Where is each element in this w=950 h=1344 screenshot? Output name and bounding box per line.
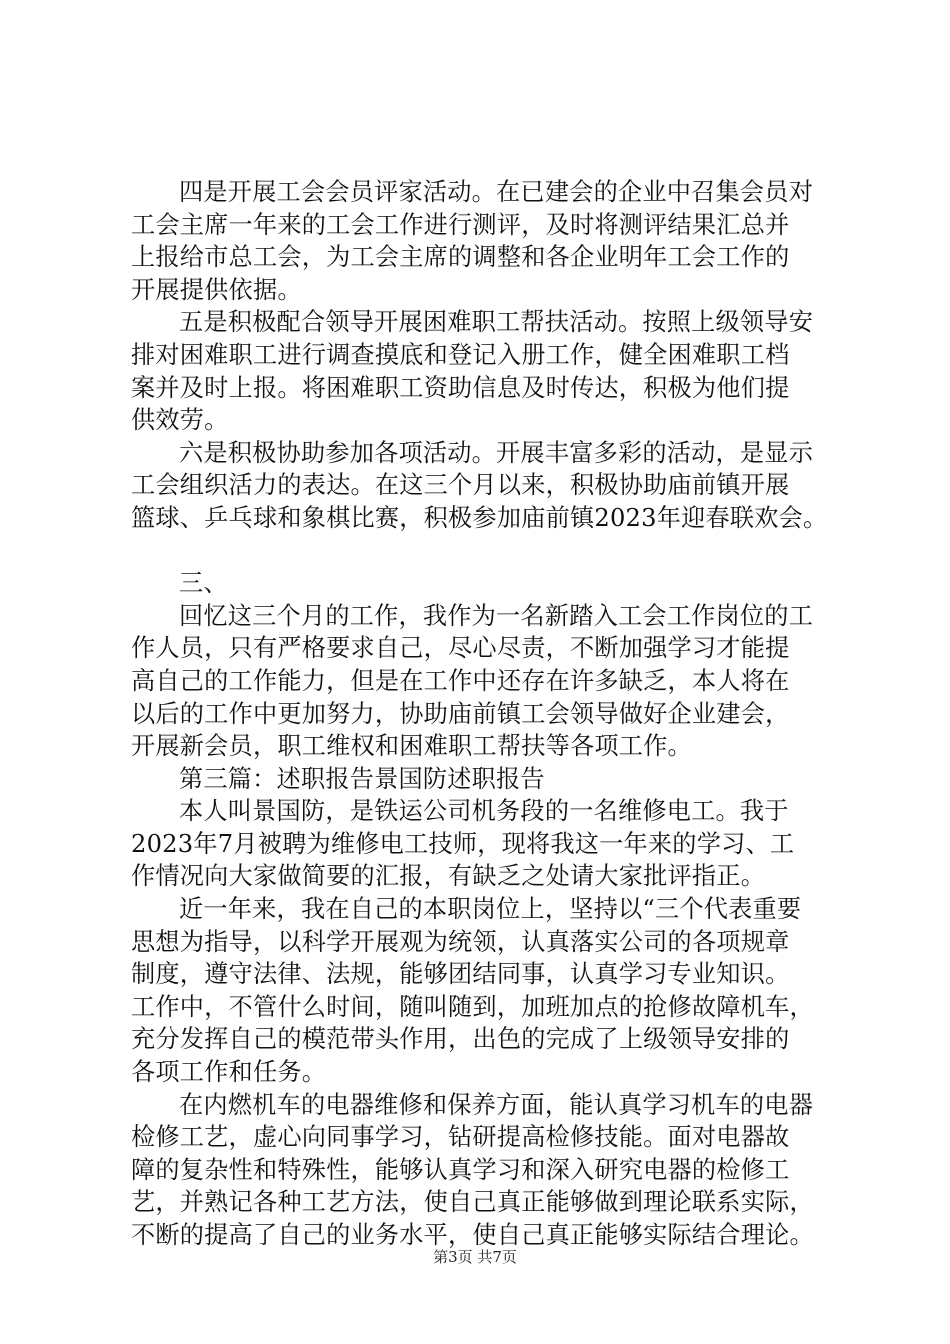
paragraph-line: 2023年7月被聘为维修电工技师，现将我这一年来的学习、工: [131, 829, 795, 858]
paragraph-line: 思想为指导，以科学开展观为统领，认真落实公司的各项规章: [131, 927, 790, 956]
page-footer: 第3页 共7页: [433, 1248, 517, 1266]
paragraph-line: 不断的提高了自己的业务水平，使自己真正能够实际结合理论。: [131, 1221, 814, 1249]
paragraph-line: 高自己的工作能力，但是在工作中还存在许多缺乏，本人将在: [131, 666, 790, 695]
paragraph-line: 上报给市总工会，为工会主席的调整和各企业明年工会工作的: [131, 243, 790, 272]
paragraph-line: 各项工作和任务。: [131, 1058, 327, 1087]
paragraph-line: 四是开展工会会员评家活动。在已建会的企业中召集会员对: [179, 178, 814, 206]
paragraph-line: 供效劳。: [131, 406, 229, 435]
paragraph-line: 制度，遵守法律、法规，能够团结同事，认真学习专业知识。: [131, 960, 790, 989]
paragraph-line: 近一年来，我在自己的本职岗位上，坚持以“三个代表重要: [179, 895, 802, 924]
blank-line: [131, 535, 835, 568]
paragraph-line: 回忆这三个月的工作，我作为一名新踏入工会工作岗位的工: [179, 601, 814, 630]
document-body: [131, 176, 835, 1252]
paragraph-line: 检修工艺，虚心向同事学习，钻研提高检修技能。面对电器故: [131, 1123, 790, 1152]
paragraph-line: 工作中，不管什么时间，随叫随到，加班加点的抢修故障机车，: [131, 992, 814, 1021]
paragraph-line: 作人员，只有严格要求自己，尽心尽责，不断加强学习才能提: [131, 634, 790, 663]
paragraph-line: 本人叫景国防，是铁运公司机务段的一名维修电工。我于: [179, 797, 789, 826]
section-heading: 三、: [179, 569, 228, 598]
paragraph-line: 开展提供依据。: [131, 275, 302, 304]
paragraph-line: 艺，并熟记各种工艺方法，使自己真正能够做到理论联系实际，: [131, 1188, 814, 1217]
paragraph-line: 障的复杂性和特殊性，能够认真学习和深入研究电器的检修工: [131, 1155, 790, 1184]
paragraph-line: 在内燃机车的电器维修和保养方面，能认真学习机车的电器: [179, 1090, 814, 1119]
paragraph-line: 六是积极协助参加各项活动。开展丰富多彩的活动，是显示: [179, 438, 814, 467]
paragraph-line: 以后的工作中更加努力，协助庙前镇工会领导做好企业建会，: [131, 699, 790, 728]
paragraph-line: 排对困难职工进行调查摸底和登记入册工作，健全困难职工档: [131, 340, 790, 369]
paragraph-line: 工会组织活力的表达。在这三个月以来，积极协助庙前镇开展: [131, 471, 790, 500]
paragraph-line: 案并及时上报。将困难职工资助信息及时传达，积极为他们提: [131, 373, 790, 402]
paragraph-line: 工会主席一年来的工会工作进行测评，及时将测评结果汇总并: [131, 210, 790, 239]
paragraph-line: 五是积极配合领导开展困难职工帮扶活动。按照上级领导安: [179, 308, 814, 337]
paragraph-line: 作情况向大家做简要的汇报，有缺乏之处请大家批评指正。: [131, 862, 766, 891]
paragraph-line: 充分发挥自己的模范带头作用，出色的完成了上级领导安排的: [131, 1025, 790, 1054]
paragraph-line: 篮球、乒乓球和象棋比赛，积极参加庙前镇2023年迎春联欢会。: [131, 503, 828, 532]
article-title: 第三篇：述职报告景国防述职报告: [179, 764, 545, 793]
paragraph-line: 开展新会员，职工维权和困难职工帮扶等各项工作。: [131, 732, 692, 761]
